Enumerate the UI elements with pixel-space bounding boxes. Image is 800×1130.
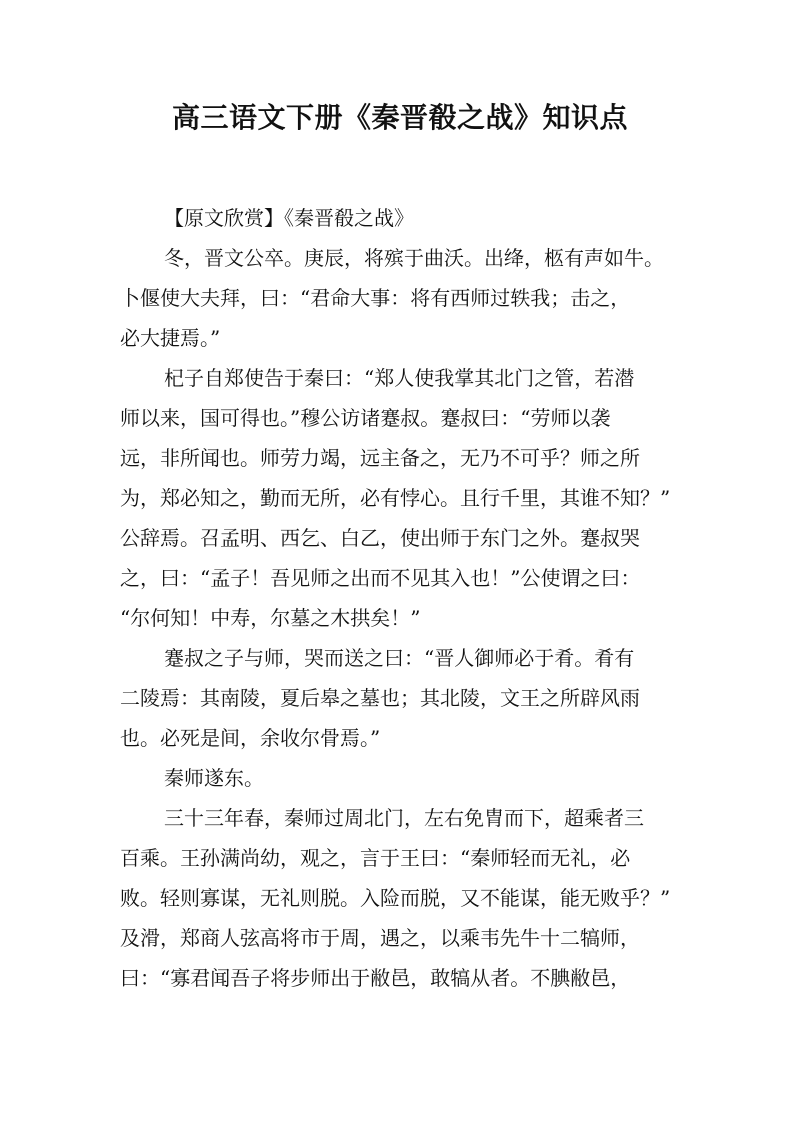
text-line: 百乘。王孙满尚幼，观之，言于王曰：“秦师轻而无礼，必 <box>120 846 631 870</box>
text-line: 为，郑必知之，勤而无所，必有悖心。且行千里，其谁不知？” <box>120 486 671 510</box>
text-line: 二陵焉：其南陵，夏后皋之墓也；其北陵，文王之所辟风雨 <box>120 686 640 710</box>
text-line: 蹇叔之子与师，哭而送之曰：“晋人御师必于肴。肴有 <box>164 646 635 670</box>
document-title: 高三语文下册《秦晋殽之战》知识点 <box>171 101 628 134</box>
text-line: 公辞焉。召孟明、西乞、白乙，使出师于东门之外。蹇叔哭 <box>120 526 640 550</box>
document-body <box>120 198 680 998</box>
text-line: 必大捷焉。” <box>120 326 221 350</box>
text-line: 冬，晋文公卒。庚辰，将殡于曲沃。出绛，柩有声如牛。 <box>164 246 664 270</box>
text-line: 之，曰：“孟子！吾见师之出而不见其入也！”公使谓之曰： <box>120 566 641 590</box>
text-line: 卜偃使大夫拜，曰：“君命大事：将有西师过轶我；击之， <box>120 286 631 310</box>
text-line: 【原文欣赏】《秦晋殽之战》 <box>164 206 414 230</box>
text-line: 也。必死是间，余收尔骨焉。” <box>120 726 381 750</box>
text-line: 杞子自郑使告于秦曰：“郑人使我掌其北门之管，若潜 <box>164 366 635 390</box>
text-line: 及滑，郑商人弦高将市于周，遇之，以乘韦先牛十二犒师， <box>120 926 640 950</box>
text-line: 师以来，国可得也。”穆公访诸蹇叔。蹇叔曰：“劳师以袭 <box>120 406 611 430</box>
text-line: 三十三年春，秦师过周北门，左右免胄而下，超乘者三 <box>164 806 644 830</box>
text-line: 曰：“寡君闻吾子将步师出于敝邑，敢犒从者。不腆敝邑， <box>120 966 631 990</box>
text-line: 远，非所闻也。师劳力竭，远主备之，无乃不可乎？师之所 <box>120 446 640 470</box>
text-line: 败。轻则寡谋，无礼则脱。入险而脱，又不能谋，能无败乎？” <box>120 886 671 910</box>
text-line: 秦师遂东。 <box>164 766 264 790</box>
text-line: “尔何知！中寿，尔墓之木拱矣！” <box>120 606 421 630</box>
